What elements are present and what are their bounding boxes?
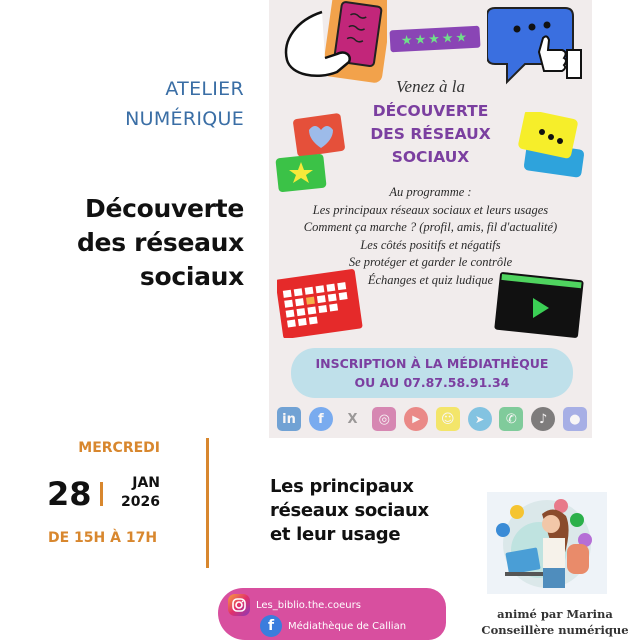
session-subject <box>270 475 429 547</box>
calendar-icon <box>277 268 363 338</box>
workshop-label <box>125 74 244 134</box>
poster-intro: Venez à la <box>396 77 465 96</box>
subject-line: et leur usage <box>270 524 401 545</box>
program-item: Les principaux réseaux sociaux et leurs usages <box>312 202 549 217</box>
title-line: Découverte <box>85 194 244 223</box>
event-weekday: MERCREDI <box>78 440 160 456</box>
registration-phone: OU AU 07.87.58.91.34 <box>354 375 510 390</box>
animator-credit <box>470 606 640 638</box>
instagram-handle: Les_biblio.the.coeurs <box>256 599 361 611</box>
snapchat-icon: ☺ <box>436 407 460 431</box>
event-day: 28 <box>47 475 92 513</box>
program-heading: Au programme : <box>389 185 472 199</box>
whatsapp-icon: ✆ <box>499 407 523 431</box>
rating-stars: ★★★★★ <box>389 26 480 53</box>
animator-name: animé par Marina <box>497 607 613 621</box>
subject-line: Les principaux <box>270 476 414 497</box>
event-poster <box>269 0 592 438</box>
workshop-label-line1: ATELIER <box>165 78 244 100</box>
facebook-page-name: Médiathèque de Callian <box>288 620 407 632</box>
registration-line: INSCRIPTION À LA MÉDIATHÈQUE <box>315 356 549 371</box>
instagram-icon <box>228 594 250 616</box>
program-item: Comment ça marche ? (profil, amis, fil d'actualité) <box>303 220 558 234</box>
title-line: des réseaux <box>76 228 244 257</box>
program-item: Échanges et quiz ludique <box>367 272 494 287</box>
tiktok-icon: ♪ <box>531 407 555 431</box>
contact-pill <box>218 588 446 640</box>
facebook-icon: f <box>309 407 333 431</box>
poster-title-line: SOCIAUX <box>391 148 470 166</box>
linkedin-icon: in <box>277 407 301 431</box>
poster-title-line: DÉCOUVERTE <box>372 102 489 120</box>
poster-title <box>269 100 592 169</box>
title-line: sociaux <box>139 262 244 291</box>
facebook-contact[interactable] <box>260 615 406 637</box>
instagram-icon: ◎ <box>372 407 396 431</box>
animator-illustration <box>487 492 607 594</box>
page-title <box>77 192 244 294</box>
vertical-divider <box>206 438 209 568</box>
registration-banner <box>291 348 573 398</box>
hand-phone-icon <box>277 0 387 85</box>
youtube-icon: ▶ <box>404 407 428 431</box>
workshop-label-line2: NUMÉRIQUE <box>125 108 244 130</box>
messenger-icon: ● <box>563 407 587 431</box>
event-month: JAN <box>132 475 160 491</box>
date-separator <box>100 482 103 506</box>
social-icons-row <box>277 405 587 433</box>
woman-laptop-icon <box>487 492 607 594</box>
program-item: Les côtés positifs et négatifs <box>360 237 501 252</box>
event-year: 2026 <box>121 494 160 510</box>
event-hours: DE 15H À 17H <box>48 530 158 546</box>
animator-role: Conseillère numérique <box>481 623 629 637</box>
subject-line: réseaux sociaux <box>270 500 429 521</box>
telegram-icon: ➤ <box>468 407 492 431</box>
poster-title-line: DES RÉSEAUX <box>370 125 491 143</box>
instagram-contact[interactable] <box>228 594 361 616</box>
x-icon: X <box>347 411 358 427</box>
video-player-icon <box>493 272 585 340</box>
event-month-year <box>116 474 160 512</box>
program-item: Se protéger et garder le contrôle <box>348 255 513 269</box>
facebook-icon: f <box>260 615 282 637</box>
